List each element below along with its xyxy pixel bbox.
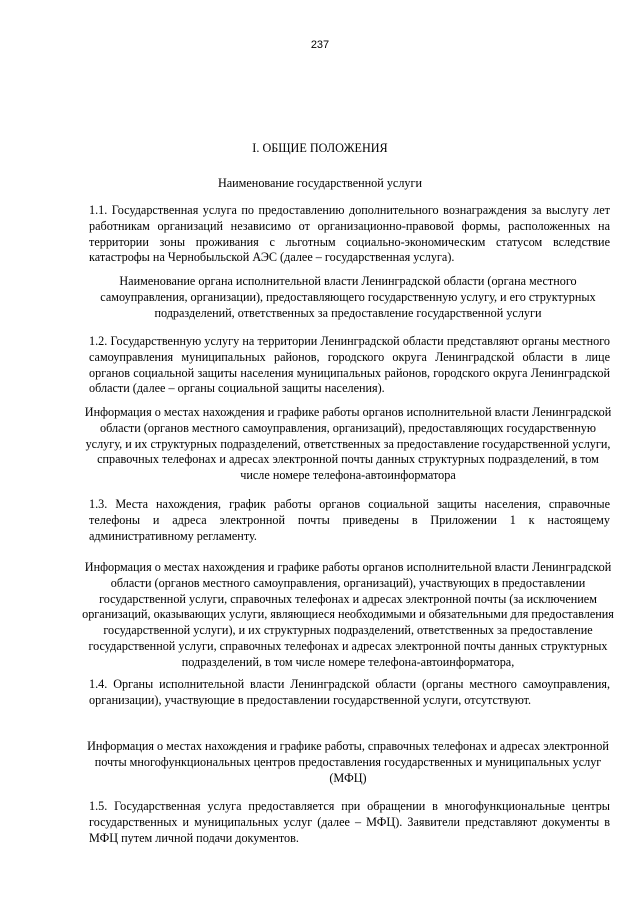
paragraph-1-4 xyxy=(89,677,610,709)
subheading-authority: Наименование органа исполнительной власти Ленинградской области (органа местного самоуправления, организации), предоставляющего государственную услугу, и его структурных подразделений, ответственных за предоставление государственной услуги xyxy=(100,274,596,320)
paragraph-1-2 xyxy=(89,334,610,397)
paragraph-1-5-text: 1.5. Государственная услуга предоставляется при обращении в многофункциональные центры государственных и муниципальных услуг (далее – МФЦ). Заявители представляют документы в МФЦ путем личной подачи документов. xyxy=(89,799,610,845)
paragraph-1-4-text: 1.4. Органы исполнительной власти Ленинградской области (органы местного самоуправления, организации), участвующие в предоставлении государственной услуги, отсутствуют. xyxy=(89,677,610,707)
subheading-locations-authorities: Информация о местах нахождения и графике работы органов исполнительной власти Ленинградской области (органов местного самоуправления, организаций), предоставляющих государственную услугу, и их структурных подразделений, ответственных за предоставление государственной услуги, справочных телефонах и адресах электронной почты данных структурных подразделений, в том числе номере телефона-автоинформатора xyxy=(84,405,612,483)
paragraph-1-5 xyxy=(89,799,610,846)
paragraph-1-2-text: 1.2. Государственную услугу на территории Ленинградской области представляют органы местного самоуправления муниципальных районов, городского округа Ленинградской области в лице органов социальной защиты населения муниципальных районов, городского округа Ленинградской области (далее – органы социальной защиты населения). xyxy=(89,334,610,396)
paragraph-1-1 xyxy=(89,203,610,266)
paragraph-1-3-text: 1.3. Места нахождения, график работы органов социальной защиты населения, справочные телефоны и адреса электронной почты приведены в Приложении 1 к настоящему административному регламенту. xyxy=(89,497,610,543)
page-number: 237 xyxy=(310,39,330,51)
subheading-service-name: Наименование государственной услуги xyxy=(217,176,423,190)
subheading-locations-participants: Информация о местах нахождения и графике работы органов исполнительной власти Ленинградской области (органов местного самоуправления, организаций), участвующих в предоставлении государственной услуги, справочных телефонах и адресах электронной почты (за исключением организаций, оказывающих услуги, являющиеся необходимыми и обязательными для предоставления государственной услуги), и их структурных подразделений, ответственных за предоставление государственной услуги, справочных телефонах и адресах электронной почты данных структурных подразделений, в том числе номере телефона-автоинформатора, xyxy=(82,560,614,669)
paragraph-1-1-text: 1.1. Государственная услуга по предоставлению дополнительного вознаграждения за выслугу лет работникам организаций независимо от организационно-правовой формы, расположенных на территории зоны проживания с льготным социально-экономическим статусом вследствие катастрофы на Чернобыльской АЭС (далее – государственная услуга). xyxy=(89,203,610,265)
subheading-mfc: Информация о местах нахождения и графике работы, справочных телефонах и адресах электронной почты многофункциональных центров предоставления государственных и муниципальных услуг (МФЦ) xyxy=(87,739,609,785)
section-title: I. ОБЩИЕ ПОЛОЖЕНИЯ xyxy=(252,141,388,155)
paragraph-1-3 xyxy=(89,497,610,544)
